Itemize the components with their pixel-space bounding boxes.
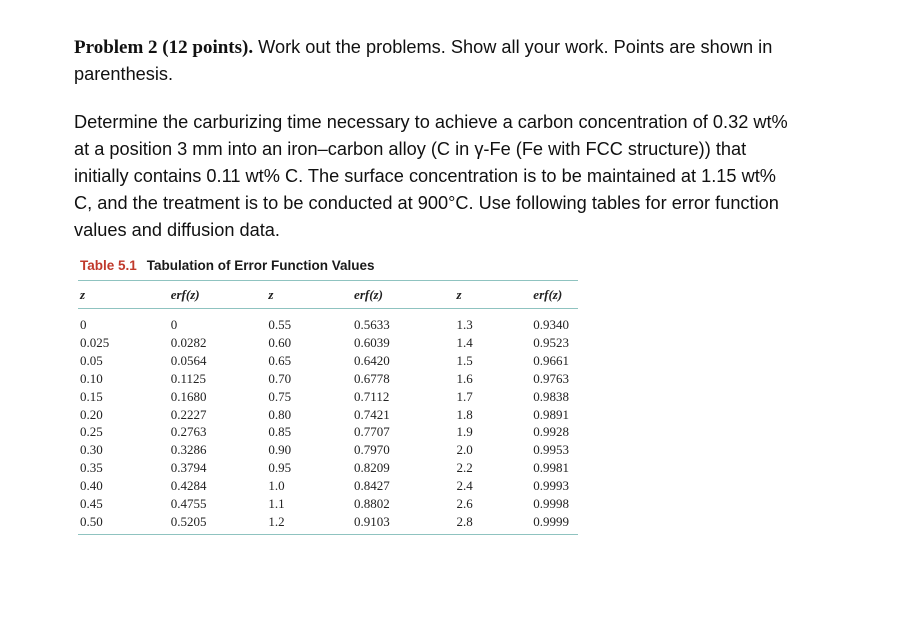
cell-erf-2: 0.9103 <box>352 513 455 534</box>
cell-z-3: 1.6 <box>456 370 473 386</box>
cell-z-3: 1.7 <box>456 388 473 404</box>
cell-erf-1: 0.0564 <box>170 352 207 368</box>
cell-z-3: 2.0 <box>456 442 473 458</box>
cell-z-3: 1.9 <box>456 424 473 440</box>
cell-z-1: 0.45 <box>80 496 103 512</box>
cell-z-3: 1.3 <box>456 317 473 332</box>
cell-erf-3: 0.9891 <box>533 406 570 422</box>
cell-erf-1: 0.1125 <box>170 370 206 386</box>
cell-erf-3: 0.9999 <box>531 513 578 534</box>
cell-erf-3: 0.9523 <box>533 334 570 350</box>
table-row <box>78 441 578 459</box>
cell-erf-1: 0.1680 <box>170 388 207 404</box>
cell-z-3: 1.8 <box>456 406 473 422</box>
cell-erf-3: 0.9953 <box>533 442 570 458</box>
problem-label: Problem 2 (12 points). <box>74 37 254 58</box>
cell-erf-1: 0.0282 <box>170 334 207 350</box>
cell-erf-2: 0.6420 <box>354 352 390 368</box>
cell-z-2: 1.1 <box>268 496 285 512</box>
table-row <box>78 388 578 406</box>
problem-section <box>74 34 794 529</box>
header-z-2: z <box>266 281 352 309</box>
cell-erf-3: 0.9661 <box>533 352 570 368</box>
cell-erf-1: 0.4755 <box>170 496 207 512</box>
cell-z-1: 0.15 <box>80 388 103 404</box>
cell-z-1: 0.20 <box>80 406 103 422</box>
cell-z-2: 0.80 <box>268 406 292 422</box>
error-function-table <box>78 280 578 535</box>
cell-z-2: 0.90 <box>268 442 292 458</box>
table-header-row <box>78 281 578 309</box>
cell-z-2: 0.95 <box>268 460 292 476</box>
cell-erf-1: 0.2763 <box>170 424 207 440</box>
cell-z-1: 0.50 <box>78 513 169 534</box>
cell-erf-3: 0.9998 <box>533 496 570 512</box>
table-row <box>78 477 578 495</box>
problem-intro <box>74 34 794 87</box>
table-row <box>78 309 578 334</box>
cell-z-3: 1.4 <box>456 334 473 350</box>
table-row <box>78 352 578 370</box>
cell-z-2: 1.2 <box>266 513 352 534</box>
cell-erf-2: 0.8802 <box>354 496 390 512</box>
cell-erf-2: 0.8209 <box>354 460 390 476</box>
cell-z-3: 2.6 <box>456 496 473 512</box>
cell-z-3: 2.8 <box>455 513 532 534</box>
cell-z-1: 0.25 <box>80 424 103 440</box>
cell-z-3: 1.5 <box>456 352 473 368</box>
problem-prompt: Determine the carburizing time necessary to achieve a carbon concentration of 0.32 wt% at a position 3 mm into an iron–carbon alloy (C in γ-Fe (Fe with FCC structure)) that initially contains 0.11 wt% C. The surface concentration is to be maintained at 1.15 wt% C, and the treatment is to be conducted at 900°C. Use following tables for error function values and diffusion data. <box>74 112 788 240</box>
cell-erf-1: 0 <box>170 317 178 332</box>
cell-z-2: 0.70 <box>268 370 292 386</box>
cell-erf-1: 0.3286 <box>170 442 207 458</box>
cell-erf-2: 0.5633 <box>354 317 390 332</box>
table-row <box>78 459 578 477</box>
cell-z-2: 0.55 <box>268 317 292 332</box>
cell-z-2: 0.85 <box>268 424 292 440</box>
cell-z-1: 0.025 <box>80 334 110 350</box>
table-body <box>78 309 578 535</box>
table-row <box>78 406 578 424</box>
cell-erf-2: 0.6039 <box>354 334 390 350</box>
cell-z-1: 0.30 <box>80 442 103 458</box>
header-z-3: z <box>455 281 532 309</box>
cell-z-1: 0.40 <box>80 478 103 494</box>
problem-instructions: Work out the problems. Show all your work. Points are shown in parenthesis. <box>74 37 773 84</box>
cell-erf-1: 0.2227 <box>170 406 207 422</box>
cell-z-3: 2.2 <box>456 460 473 476</box>
table-row <box>78 513 578 534</box>
cell-erf-3: 0.9340 <box>533 317 570 332</box>
cell-erf-2: 0.8427 <box>354 478 390 494</box>
header-erf-1: erf(z) <box>169 281 267 309</box>
cell-erf-3: 0.9993 <box>533 478 570 494</box>
table-row <box>78 370 578 388</box>
cell-z-1: 0 <box>80 317 87 332</box>
table-row <box>78 423 578 441</box>
table-row <box>78 334 578 352</box>
cell-erf-3: 0.9981 <box>533 460 570 476</box>
header-erf-2: erf(z) <box>352 281 455 309</box>
cell-erf-1: 0.4284 <box>170 478 207 494</box>
cell-z-2: 0.60 <box>268 334 292 350</box>
cell-z-1: 0.05 <box>80 352 103 368</box>
cell-z-2: 0.65 <box>268 352 292 368</box>
cell-erf-2: 0.6778 <box>354 370 390 386</box>
cell-erf-3: 0.9763 <box>533 370 570 386</box>
cell-z-3: 2.4 <box>456 478 473 494</box>
table-number: Table 5.1 <box>80 258 137 273</box>
cell-z-1: 0.10 <box>80 370 103 386</box>
cell-erf-2: 0.7421 <box>354 406 390 422</box>
cell-erf-1: 0.5205 <box>169 513 267 534</box>
cell-z-2: 0.75 <box>268 388 292 404</box>
table-row <box>78 495 578 513</box>
table-title: Tabulation of Error Function Values <box>146 258 375 273</box>
cell-erf-3: 0.9928 <box>533 424 570 440</box>
cell-erf-2: 0.7707 <box>354 424 390 440</box>
cell-erf-2: 0.7970 <box>354 442 390 458</box>
header-erf-3: erf(z) <box>531 281 578 309</box>
table-caption <box>80 258 375 273</box>
cell-erf-1: 0.3794 <box>170 460 207 476</box>
cell-erf-2: 0.7112 <box>354 388 390 404</box>
header-z-1: z <box>78 281 169 309</box>
cell-z-1: 0.35 <box>80 460 103 476</box>
cell-z-2: 1.0 <box>268 478 285 494</box>
cell-erf-3: 0.9838 <box>533 388 570 404</box>
